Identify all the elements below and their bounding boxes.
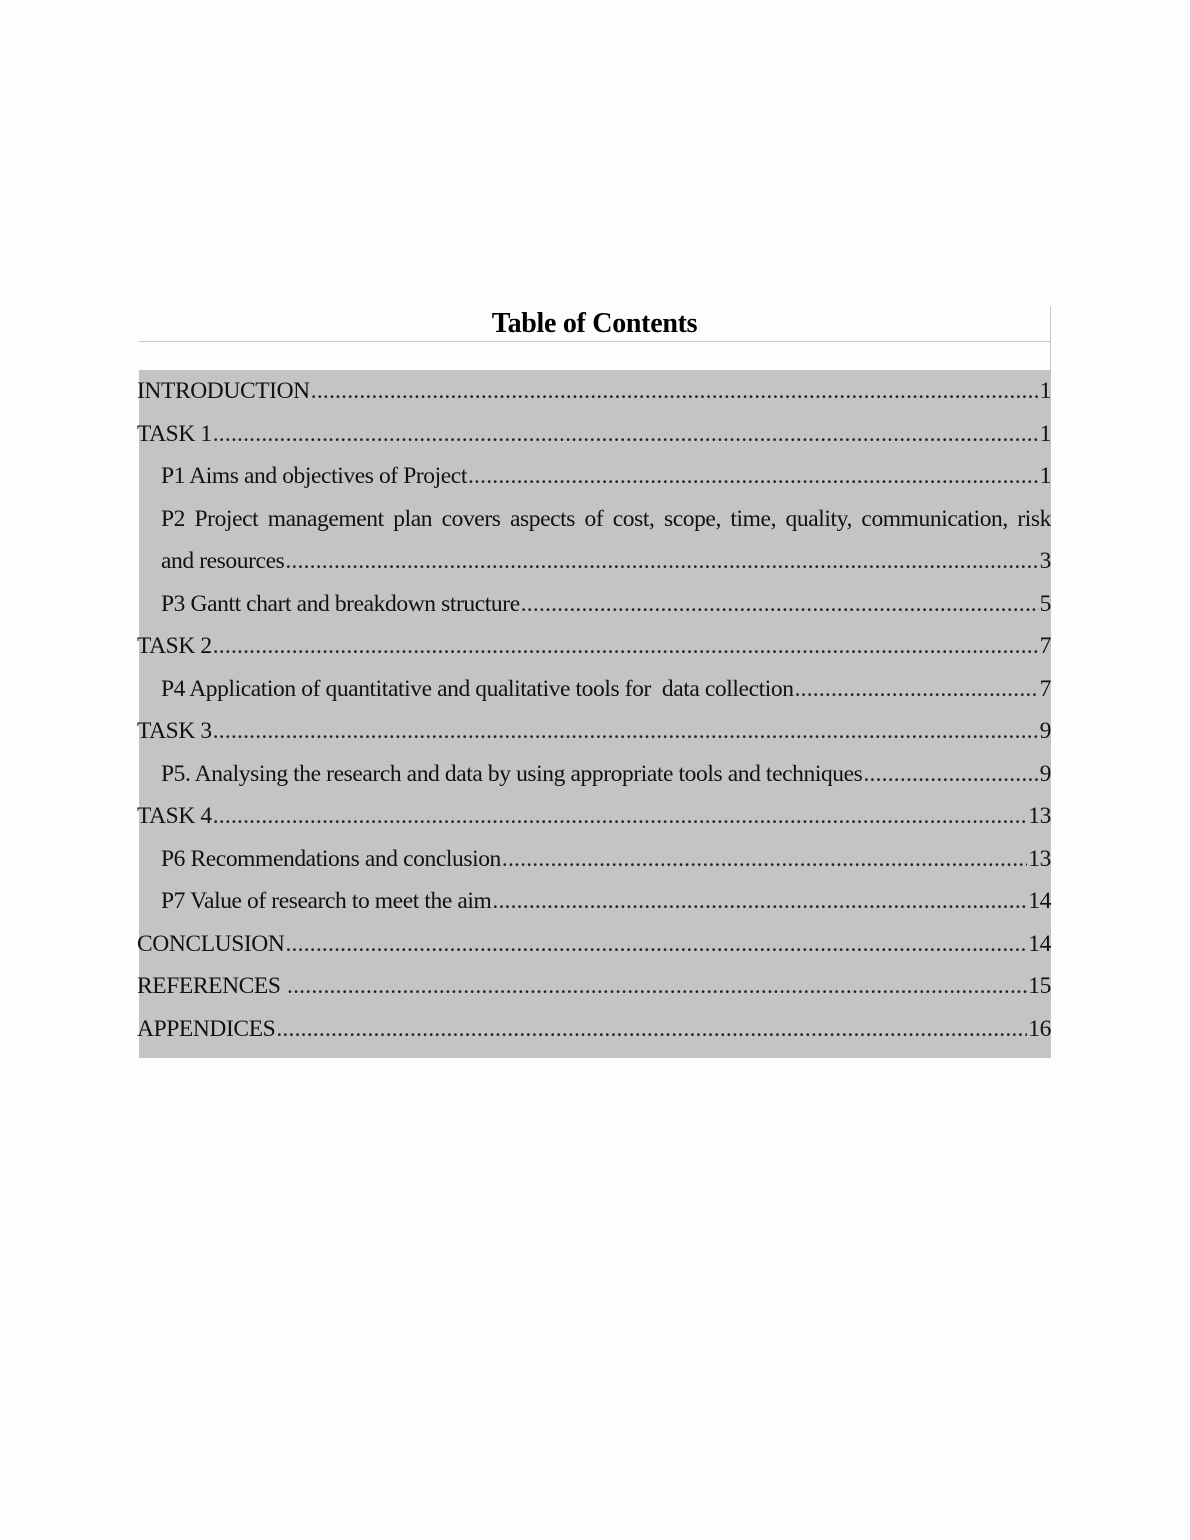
toc-dot-leader [213, 710, 1039, 753]
toc-header [139, 306, 1051, 370]
toc-dot-leader [213, 413, 1039, 456]
toc-page-number: 9 [1039, 760, 1051, 787]
toc-page-number: 1 [1039, 378, 1051, 404]
toc-entry-label: P6 Recommendations and conclusion [161, 845, 501, 872]
toc-entry-p4[interactable] [139, 668, 1051, 711]
toc-entry-task-4[interactable] [137, 795, 1051, 838]
toc-dot-leader [213, 795, 1028, 838]
toc-entry-label: P1 Aims and objectives of Project [161, 463, 467, 489]
toc-entry-p3[interactable] [139, 583, 1051, 626]
toc-page-number: 5 [1039, 590, 1051, 617]
toc-entry-label: TASK 2 [137, 633, 212, 659]
toc-entry-introduction[interactable] [137, 370, 1051, 413]
toc-entry-label: CONCLUSION [137, 930, 285, 957]
toc-page-number: 15 [1028, 973, 1051, 999]
toc-entry-label-line-1: P2 Project management plan covers aspects of cost, scope, time, quality, communication, risk [161, 505, 1051, 532]
toc-dot-leader [502, 838, 1027, 881]
toc-page-number: 1 [1039, 420, 1051, 447]
toc-entry-label: P7 Value of research to meet the aim [161, 888, 492, 914]
toc-page-number: 14 [1028, 930, 1051, 957]
toc-dot-leader [863, 753, 1038, 796]
table-of-contents [139, 306, 1051, 1058]
toc-dot-leader [468, 455, 1039, 498]
toc-entry-label: REFERENCES [137, 973, 287, 999]
toc-dot-leader [213, 625, 1039, 668]
toc-entry-appendices[interactable] [137, 1008, 1051, 1051]
toc-entry-label: P4 Application of quantitative and qualitative tools for data collection [161, 675, 794, 702]
toc-entry-label: TASK 4 [137, 803, 212, 829]
toc-dot-leader [287, 965, 1027, 1008]
toc-page-number: 16 [1028, 1015, 1051, 1042]
toc-entry-label: TASK 1 [137, 420, 212, 447]
toc-page-number: 9 [1039, 718, 1051, 744]
toc-entry-p7[interactable] [139, 880, 1051, 923]
toc-dot-leader [285, 540, 1038, 583]
toc-entry-task-3[interactable] [137, 710, 1051, 753]
toc-dot-leader [795, 668, 1039, 711]
toc-page-number: 13 [1028, 803, 1051, 829]
toc-entry-label: INTRODUCTION [137, 378, 310, 404]
toc-page-number: 3 [1039, 548, 1051, 574]
toc-dot-leader [492, 880, 1027, 923]
toc-dot-leader [521, 583, 1039, 626]
toc-entry-p1[interactable] [139, 455, 1051, 498]
toc-page-number: 7 [1039, 675, 1051, 702]
toc-entry-p2[interactable] [139, 498, 1051, 583]
toc-entry-task-2[interactable] [137, 625, 1051, 668]
toc-dot-leader [276, 1008, 1027, 1051]
toc-page-number: 14 [1028, 888, 1051, 914]
toc-page-number: 13 [1028, 845, 1051, 872]
toc-entry-p5[interactable] [139, 753, 1051, 796]
toc-divider [139, 341, 1050, 342]
toc-entry-list [139, 370, 1051, 1058]
toc-entry-label: P5. Analysing the research and data by using appropriate tools and techniques [161, 760, 863, 787]
toc-entry-references[interactable] [137, 965, 1051, 1008]
toc-entry-conclusion[interactable] [137, 923, 1051, 966]
toc-page-number: 7 [1039, 633, 1051, 659]
toc-page-number: 1 [1039, 463, 1051, 489]
toc-title: Table of Contents [491, 308, 698, 339]
toc-entry-label: TASK 3 [137, 718, 212, 744]
toc-entry-task-1[interactable] [137, 413, 1051, 456]
toc-dot-leader [311, 370, 1039, 413]
toc-entry-p6[interactable] [139, 838, 1051, 881]
toc-entry-label: P3 Gantt chart and breakdown structure [161, 590, 520, 617]
toc-entry-label-line-2: and resources [161, 548, 285, 574]
toc-dot-leader [285, 923, 1027, 966]
toc-entry-label: APPENDICES [137, 1015, 276, 1042]
